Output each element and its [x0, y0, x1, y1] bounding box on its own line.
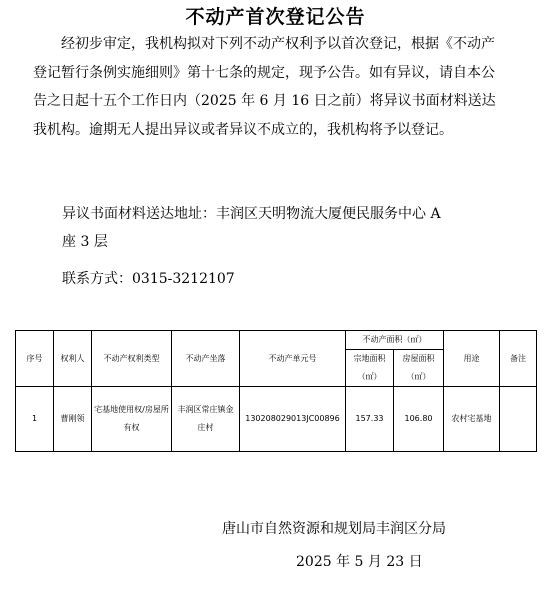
notice-date: 2025 年 5 月 23 日	[296, 554, 423, 570]
cell-seq: 1	[16, 387, 54, 452]
cell-remark	[500, 387, 537, 452]
header-usage: 用途	[444, 331, 500, 387]
cell-location: 丰润区常庄镇金庄村	[172, 387, 240, 452]
table-header-row	[16, 331, 537, 350]
registration-table	[15, 330, 537, 452]
issuing-organization: 唐山市自然资源和规划局丰润区分局	[222, 521, 446, 537]
notice-body	[33, 30, 503, 144]
cell-house-area: 106.80	[394, 387, 444, 452]
cell-right-type: 宅基地使用权/房屋所有权	[92, 387, 172, 452]
header-seq: 序号	[16, 331, 54, 387]
header-house-area: 房屋面积（㎡）	[394, 350, 444, 387]
table-row	[16, 387, 537, 452]
notice-title: 不动产首次登记公告	[185, 6, 366, 28]
cell-unit-no: 130208029013JC00896	[240, 387, 346, 452]
objection-address-line2: 座 3 层	[62, 234, 108, 250]
header-holder: 权利人	[54, 331, 92, 387]
contact-info: 联系方式：0315-3212107	[62, 271, 235, 287]
header-remark: 备注	[500, 331, 537, 387]
objection-address-line1: 异议书面材料送达地址：丰润区天明物流大厦便民服务中心 A	[62, 206, 441, 222]
cell-usage: 农村宅基地	[444, 387, 500, 452]
header-area-group: 不动产面积（㎡）	[346, 331, 444, 350]
header-location: 不动产坐落	[172, 331, 240, 387]
header-land-area: 宗地面积（㎡）	[346, 350, 394, 387]
header-right-type: 不动产权利类型	[92, 331, 172, 387]
notice-body-text: 经初步审定，我机构拟对下列不动产权利予以首次登记，根据《不动产登记暂行条例实施细则》第十七条的规定，现予公告。如有异议，请自本公告之日起十五个工作日内（2025 年 6 月 16 日之前）将异议书面材料送达我机构。逾期无人提出异议或者异议不成立的，我机构将予以登记。	[33, 36, 496, 138]
cell-land-area: 157.33	[346, 387, 394, 452]
header-unit-no: 不动产单元号	[240, 331, 346, 387]
cell-holder: 曹刚领	[54, 387, 92, 452]
